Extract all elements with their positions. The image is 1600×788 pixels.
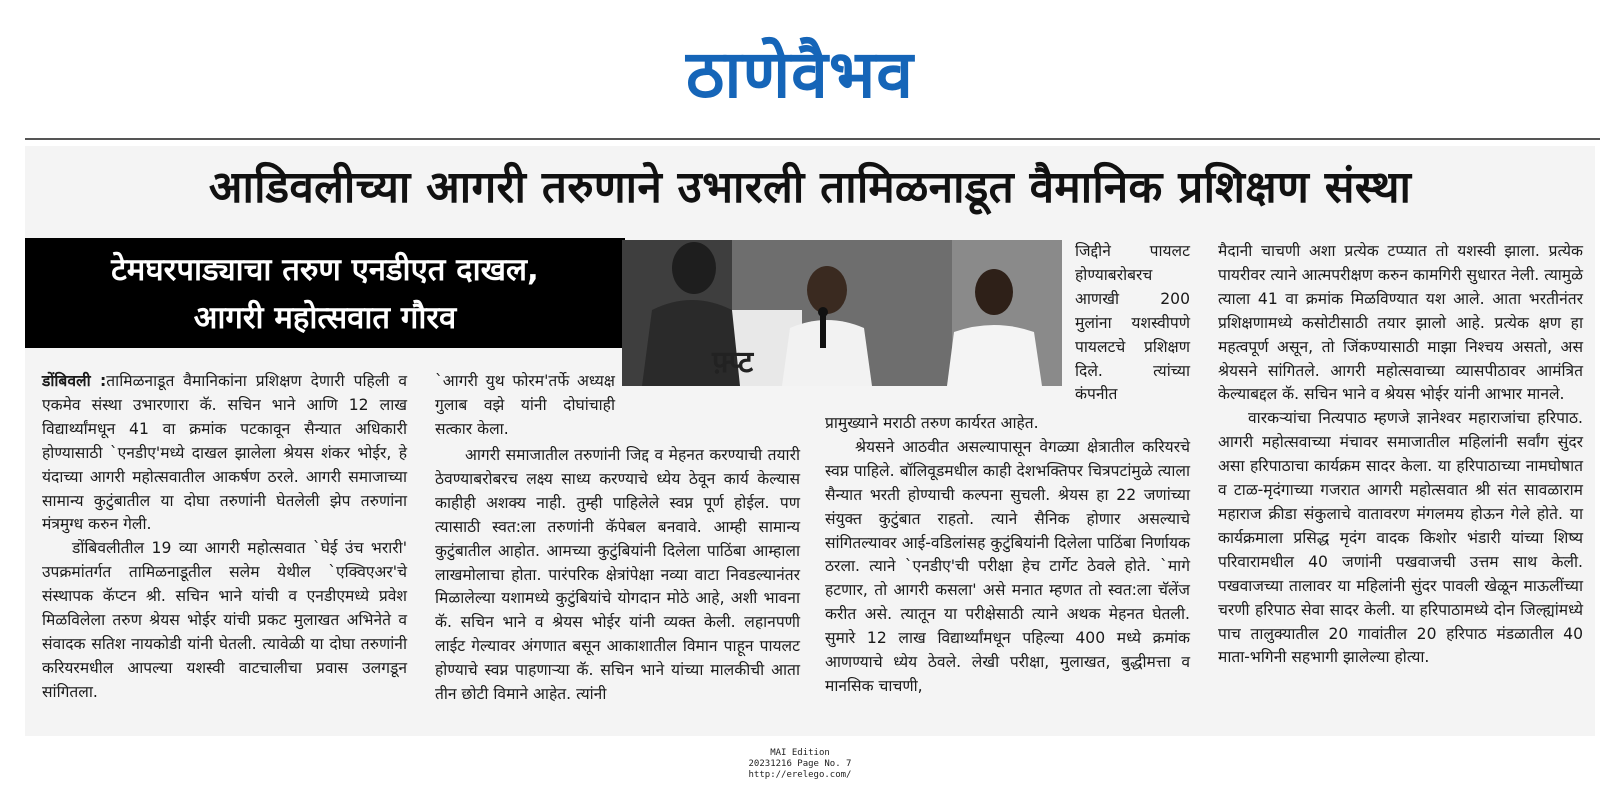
article-column-3-top — [1075, 240, 1190, 407]
column-3-top-text: जिद्दीने पायलट होण्याबरोबरच आणखी 200 मुलांना यशस्वीपणे पायलटचे प्रशिक्षण दिले. त्यांच्या कंपनीत — [1075, 242, 1190, 404]
article-photo — [622, 240, 1062, 386]
article-column-4 — [1218, 240, 1583, 670]
masthead-divider — [25, 138, 1600, 140]
newspaper-masthead: ठाणेवैभव — [686, 36, 914, 113]
column-3-paragraph-2: श्रेयसने आठवीत असल्यापासून वेगळ्या क्षेत्रातील करियरचे स्वप्न पाहिले. बॉलिवूडमधील काही देशभक्तिपर चित्रपटांमुळे त्याला सैन्यात भरती होण्याची कल्पना सुचली. श्रेयस हा 22 जणांच्या संयुक्त कुटुंबात राहतो. त्याने सैनिक होणार असल्याचे सांगितल्यावर आई-वडिलांसह कुटुंबियांनी दिलेला पाठिंबा निर्णायक ठरला. त्याने `एनडीए'ची परीक्षा हेच टार्गेट ठेवले होते. `मागे हटणार, तो आगरी कसला' असे मनात म्हणत तो स्वत:ला चॅलेंज करीत असे. त्यातून या परीक्षेसाठी त्याने अथक मेहनत घेतली. सुमारे 12 लाख विद्यार्थ्यांमधून पहिल्या 400 मध्ये क्रमांक आणण्याचे ध्येय ठेवले. लेखी परीक्षा, मुलाखत, बुद्धीमत्ता व मानसिक चाचणी, — [825, 437, 1190, 695]
column-2-paragraph-1: `आगरी युथ फोरम'तर्फे अध्यक्ष गुलाब वझे यांनी दोघांचाही सत्कार केला. — [435, 372, 615, 438]
article-column-1 — [42, 370, 407, 705]
column-4-paragraph-2: वारकऱ्यांचा नित्यपाठ म्हणजे ज्ञानेश्वर महाराजांचा हरिपाठ. आगरी महोत्सवाच्या मंचावर समाजातील महिलांनी सर्वांग सुंदर असा हरिपाठाचा कार्यक्रम सादर केला. या हरिपाठाच्या नामघोषात व टाळ-मृदंगाच्या गजरात आगरी महोत्सवात श्री संत सावळाराम महाराज क्रीडा संकुलाचे वातावरण मंगलमय होऊन गेले होते. या कार्यक्रमाला प्रसिद्ध मृदंग वादक किशोर भंडारी यांच्या शिष्य परिवारामधील 40 जणांनी पखवाजची उत्तम साथ केली. पखवाजच्या तालावर या महिलांनी सुंदर पावली खेळून माऊलींच्या चरणी हरिपाठ सेवा सादर केली. या हरिपाठामध्ये दोन जिल्ह्यांमध्ये पाच तालुक्यातील 20 गावांतील 20 हरिपाठ मंडळातील 40 माता-भगिनी सहभागी झालेल्या होत्या. — [1218, 409, 1583, 667]
photo-banner-text: फ़्प्ट — [712, 345, 754, 380]
footer-page-number: 20231216 Page No. 7 — [748, 759, 852, 769]
article-headline: आडिवलीच्या आगरी तरुणाने उभारली तामिळनाडूत वैमानिक प्रशिक्षण संस्था — [208, 162, 1412, 213]
article-column-2-top — [435, 370, 615, 442]
column-1-paragraph-1: तामिळनाडूत वैमानिकांना प्रशिक्षण देणारी पहिली व एकमेव संस्था उभारणारा कॅ. सचिन भाने आणि 12 लाख विद्यार्थ्यांमधून 41 वा क्रमांक पटकावून सैन्यात अधिकारी होण्यासाठी `एनडीए'मध्ये दाखल झालेला श्रेयस शंकर भोईर, हे यंदाच्या आगरी महोत्सवातील आकर्षण ठरले. आगरी समाजाच्या सामान्य कुटुंबातील या दोघा तरुणांनी घेतलेली झेप तरुणांना मंत्रमुग्ध करुन गेली. — [42, 372, 407, 534]
page-footer — [0, 748, 1600, 781]
article-dateline: डोंबिवली : — [42, 372, 107, 390]
subheadline-line-2: आगरी महोत्सवात गौरव — [193, 300, 457, 336]
column-2-paragraph-2: आगरी समाजातील तरुणांनी जिद्द व मेहनत करण्याची तयारी ठेवण्याबरोबरच लक्ष्य साध्य करण्याचे ध्येय ठेवून कार्य केल्यास काहीही अशक्य नाही. तुम्ही पाहिलेले स्वप्न पूर्ण होईल. पण त्यासाठी स्वत:ला तरुणांनी कॅपेबल बनवावे. आम्ही सामान्य कुटुंबातील आहोत. आमच्या कुटुंबियांनी दिलेला पाठिंबा आम्हाला लाखमोलाचा होता. पारंपरिक क्षेत्रांपेक्षा नव्या वाटा निवडल्यानंतर मिळालेल्या यशामध्ये कुटुंबियांचे योगदान मोठे आहे, अशी भावना कॅ. सचिन भाने व श्रेयस भोईर यांनी व्यक्त केली. लहानपणी लाईट गेल्यावर अंगणात बसून आकाशातील विमान पाहून पायलट होण्याचे स्वप्न पाहणाऱ्या कॅ. सचिन भाने यांच्या मालकीची आता तीन छोटी विमाने आहेत. त्यांनी — [435, 446, 800, 704]
footer-url[interactable]: http://erelego.com/ — [748, 770, 852, 780]
article-subheadline — [25, 238, 625, 348]
subheadline-line-1: टेमघरपाड्याचा तरुण एनडीएत दाखल, — [111, 252, 539, 288]
event-photo-illustration — [622, 240, 1062, 386]
column-3-paragraph-1: प्रामुख्याने मराठी तरुण कार्यरत आहेत. — [825, 414, 1039, 432]
article-column-2 — [435, 444, 800, 707]
footer-edition: MAI Edition — [770, 748, 830, 758]
article-column-3 — [825, 412, 1190, 699]
column-1-paragraph-2: डोंबिवलीतील 19 व्या आगरी महोत्सवात `घेई उंच भरारी' उपक्रमांतर्गत तामिळनाडूतील सलेम येथील `एक्विएअर'चे संस्थापक कॅप्टन श्री. सचिन भाने यांची व एनडीएमध्ये प्रवेश मिळविलेला तरुण श्रेयस भोईर यांची प्रकट मुलाखत अभिनेते व संवादक सतिश नायकोडी यांनी घेतली. त्यावेळी या दोघा तरुणांनी करियरमधील आपल्या यशस्वी वाटचालीचा प्रवास उलगडून सांगितला. — [42, 539, 407, 701]
column-4-paragraph-1: मैदानी चाचणी अशा प्रत्येक टप्प्यात तो यशस्वी झाला. प्रत्येक पायरीवर त्याने आत्मपरीक्षण करुन कामगिरी सुधारत नेली. त्यामुळे त्याला 41 वा क्रमांक मिळविण्यात यश आले. आता भरतीनंतर प्रशिक्षणामध्ये कसोटीसाठी तयार झालो आहे. प्रत्येक क्षण हा महत्वपूर्ण असून, तो जिंकण्यासाठी माझा निश्चय असतो, अस श्रेयसने सांगितले. आगरी महोत्सवाच्या व्यासपीठावर आमंत्रित केल्याबद्दल कॅ. सचिन भाने व श्रेयस भोईर यांनी आभार मानले. — [1218, 242, 1583, 404]
